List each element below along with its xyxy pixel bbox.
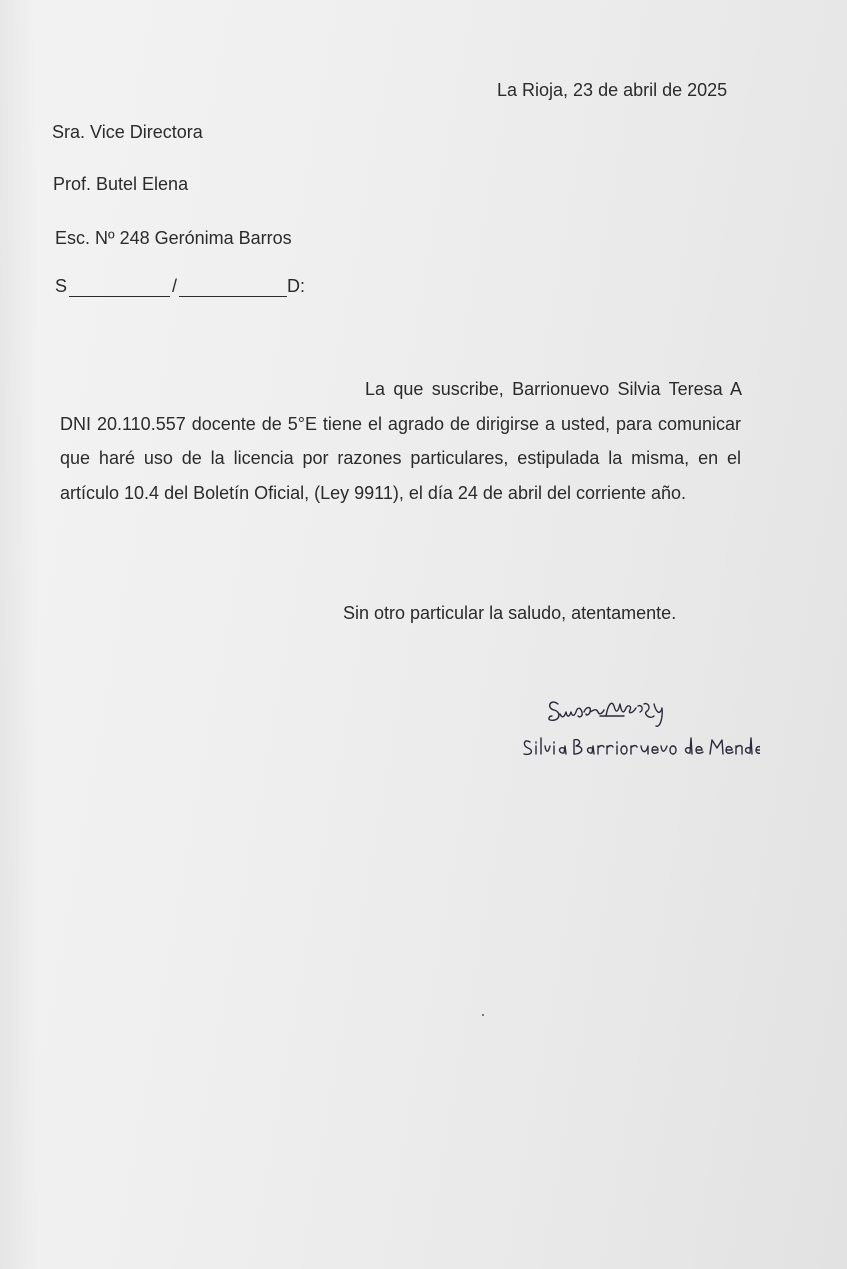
salutation-end: D: <box>287 276 306 296</box>
recipient-name: Prof. Butel Elena <box>53 174 189 194</box>
recipient-title: Sra. Vice Directora <box>52 122 203 142</box>
recipient-school: Esc. Nº 248 Gerónima Barros <box>55 228 292 248</box>
salutation-line <box>55 275 305 297</box>
body-rest: DNI 20.110.557 docente de 5°E tiene el agrado de dirigirse a usted, para comunicar que haré uso de la licencia por razones particulares, estipulada la misma, en el artículo 10.4 del Boletín Oficial, (Ley 9911), el día 24 de abril del corriente año. <box>60 413 741 503</box>
salutation-slash: / <box>172 276 178 296</box>
letter-closing: Sin otro particular la saludo, atentamente. <box>343 603 677 623</box>
signature-drawing <box>520 690 760 770</box>
salutation-start: S <box>55 276 68 296</box>
page-shadow <box>0 0 40 1269</box>
salutation-blank-2 <box>179 276 287 297</box>
salutation-blank-1 <box>69 276 170 297</box>
body-first-line: La que suscribe, Barrionuevo Silvia Teresa A <box>365 379 741 399</box>
letter-body <box>60 372 741 510</box>
paper-speck <box>482 1014 484 1016</box>
handwritten-signature <box>520 690 760 770</box>
letter-date: La Rioja, 23 de abril de 2025 <box>497 80 728 100</box>
